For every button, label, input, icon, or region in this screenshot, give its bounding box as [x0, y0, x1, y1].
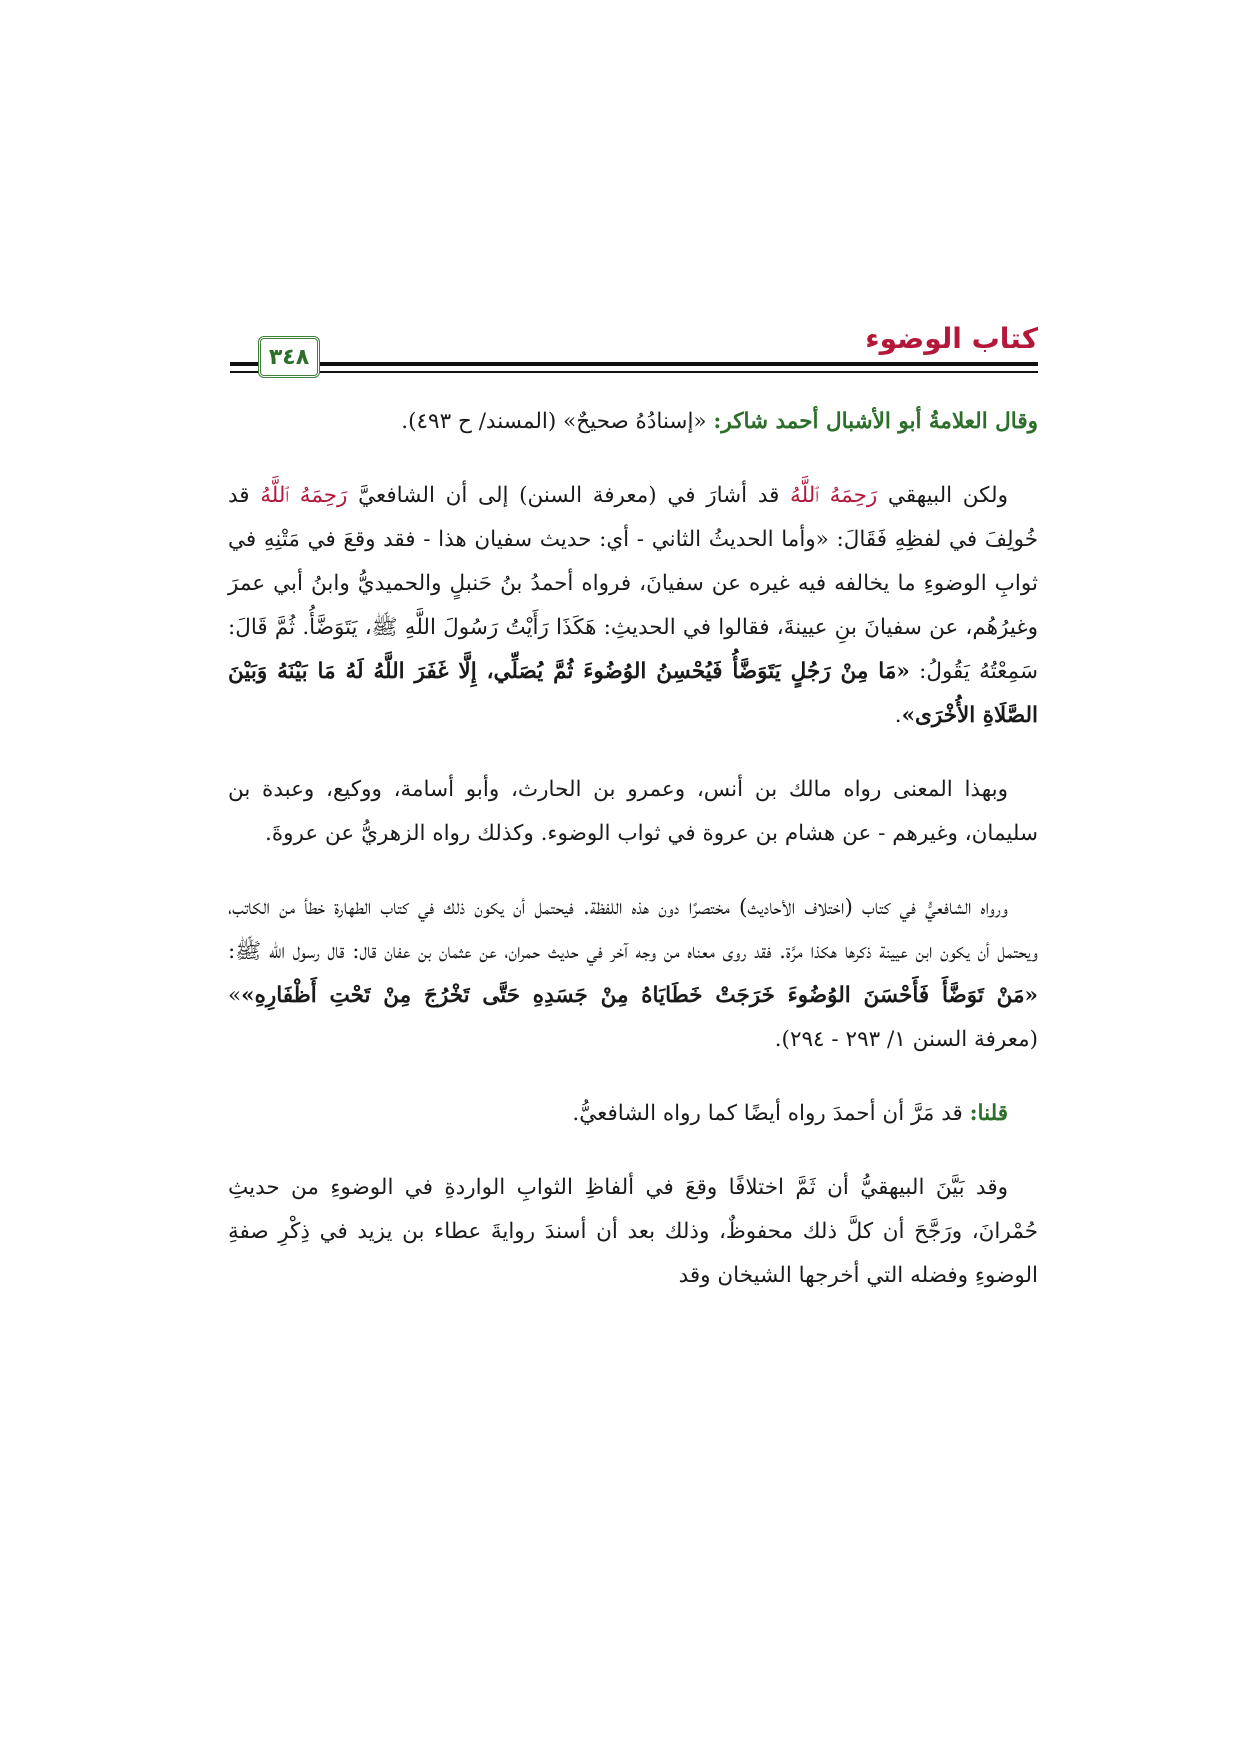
- paragraph-2-end: .: [894, 703, 902, 728]
- honorific-rahimahullah-1: رَحِمَهُ ٱللَّهُ: [790, 483, 878, 508]
- paragraph-1-text: «إسنادُهُ صحيحٌ» (المسند/ ح ٤٩٣).: [401, 409, 714, 434]
- paragraph-6-text: وقد بَيَّنَ البيهقيُّ أن ثَمَّ اختلافًا وقعَ في ألفاظِ الثوابِ الواردةِ في الوضوءِ من حديثِ حُمْرانَ، ورَجَّحَ أن كلَّ ذلك محفوظٌ، وذلك بعد أن أسندَ روايةَ عطاء بن يزيد في ذِكْرِ صفةِ الوضوءِ وفضله التي أخرجها الشيخان وقد: [228, 1175, 1038, 1288]
- paragraph-2-part1: ولكن البيهقي: [877, 483, 1008, 508]
- header-rule-thin: [230, 371, 1038, 373]
- paragraph-1: [228, 400, 1038, 444]
- paragraph-3-text: وبهذا المعنى رواه مالك بن أنس، وعمرو بن الحارث، وأبو أسامة، ووكيع، وعبدة بن سليمان، وغيرهم - عن هشام بن عروة في ثواب الوضوء. وكذلك رواه الزهريُّ عن عروةَ.: [228, 777, 1038, 846]
- speaker-ahmad-shakir: وقال العلامةُ أبو الأشبال أحمد شاكر:: [713, 409, 1038, 434]
- page-number-frame: [258, 336, 320, 378]
- paragraph-2: [228, 474, 1038, 738]
- honorific-rahimahullah-2: رَحِمَهُ ٱللَّهُ: [260, 483, 348, 508]
- paragraph-4-part1: ورواه الشافعيُّ في كتاب (اختلاف الأحاديث) مختصرًا دون هذه اللفظة. فيحتمل أن يكون ذلك في كتاب الطهارة خطأ من الكاتب، ويحتمل أن يكون ابن عيينة ذكرها هكذا مرَّة. فقد روى معناه من وجه آخر في حديث حمران، عن عثمان بن عفان قال: قال رسول الله ﷺ:: [228, 895, 1038, 964]
- body-text: [228, 400, 1038, 1328]
- paragraph-3: [228, 768, 1038, 856]
- paragraph-6: [228, 1166, 1038, 1298]
- paragraph-5: [228, 1092, 1038, 1136]
- page-number: ٣٤٨: [268, 344, 310, 370]
- paragraph-5-text: قد مَرَّ أن أحمدَ رواه أيضًا كما رواه الشافعيُّ.: [572, 1101, 970, 1126]
- paragraph-4-part2: » (معرفة السنن ١/ ٢٩٣ - ٢٩٤).: [228, 983, 1038, 1052]
- paragraph-2-part2: قد أشارَ في (معرفة السنن) إلى أن الشافعيَّ: [347, 483, 791, 508]
- label-qulna: قلنا:: [969, 1101, 1008, 1126]
- book-title: كتاب الوضوء: [865, 322, 1038, 355]
- hadith-text-2: «مَنْ تَوَضَّأَ فَأَحْسَنَ الوُضُوءَ خَرَجَتْ خَطَايَاهُ مِنْ جَسَدِهِ حَتَّى تَخْرُجَ مِنْ تَحْتِ أَظْفَارِهِ»: [241, 983, 1038, 1008]
- paragraph-2-part3: قد خُولِفَ في لفظِهِ فَقَالَ: «وأما الحديثُ الثاني - أي: حديث سفيان هذا - فقد وقعَ في مَتْنِهِ في ثوابِ الوضوءِ ما يخالفه فيه غيره عن سفيانَ، فرواه أحمدُ بنُ حَنبلٍ والحميديُّ وابنُ أبي عمرَ وغيرُهُم، عن سفيانَ بنِ عيينةَ، فقالوا في الحديثِ: هَكَذَا رَأَيْتُ رَسُولَ اللَّهِ ﷺ، يَتَوَضَّأُ. ثُمَّ قَالَ: سَمِعْتُهُ يَقُولُ:: [228, 483, 1038, 684]
- paragraph-4: [228, 886, 1038, 1062]
- page-header: [230, 318, 1038, 388]
- hadith-text-1: «مَا مِنْ رَجُلٍ يَتَوَضَّأُ فَيُحْسِنُ الوُضُوءَ ثُمَّ يُصَلِّي، إِلَّا غَفَرَ اللَّهُ لَهُ مَا بَيْنَهُ وَبَيْنَ الصَّلَاةِ الأُخْرَى»: [228, 659, 1038, 728]
- header-rule-thick: [230, 362, 1038, 366]
